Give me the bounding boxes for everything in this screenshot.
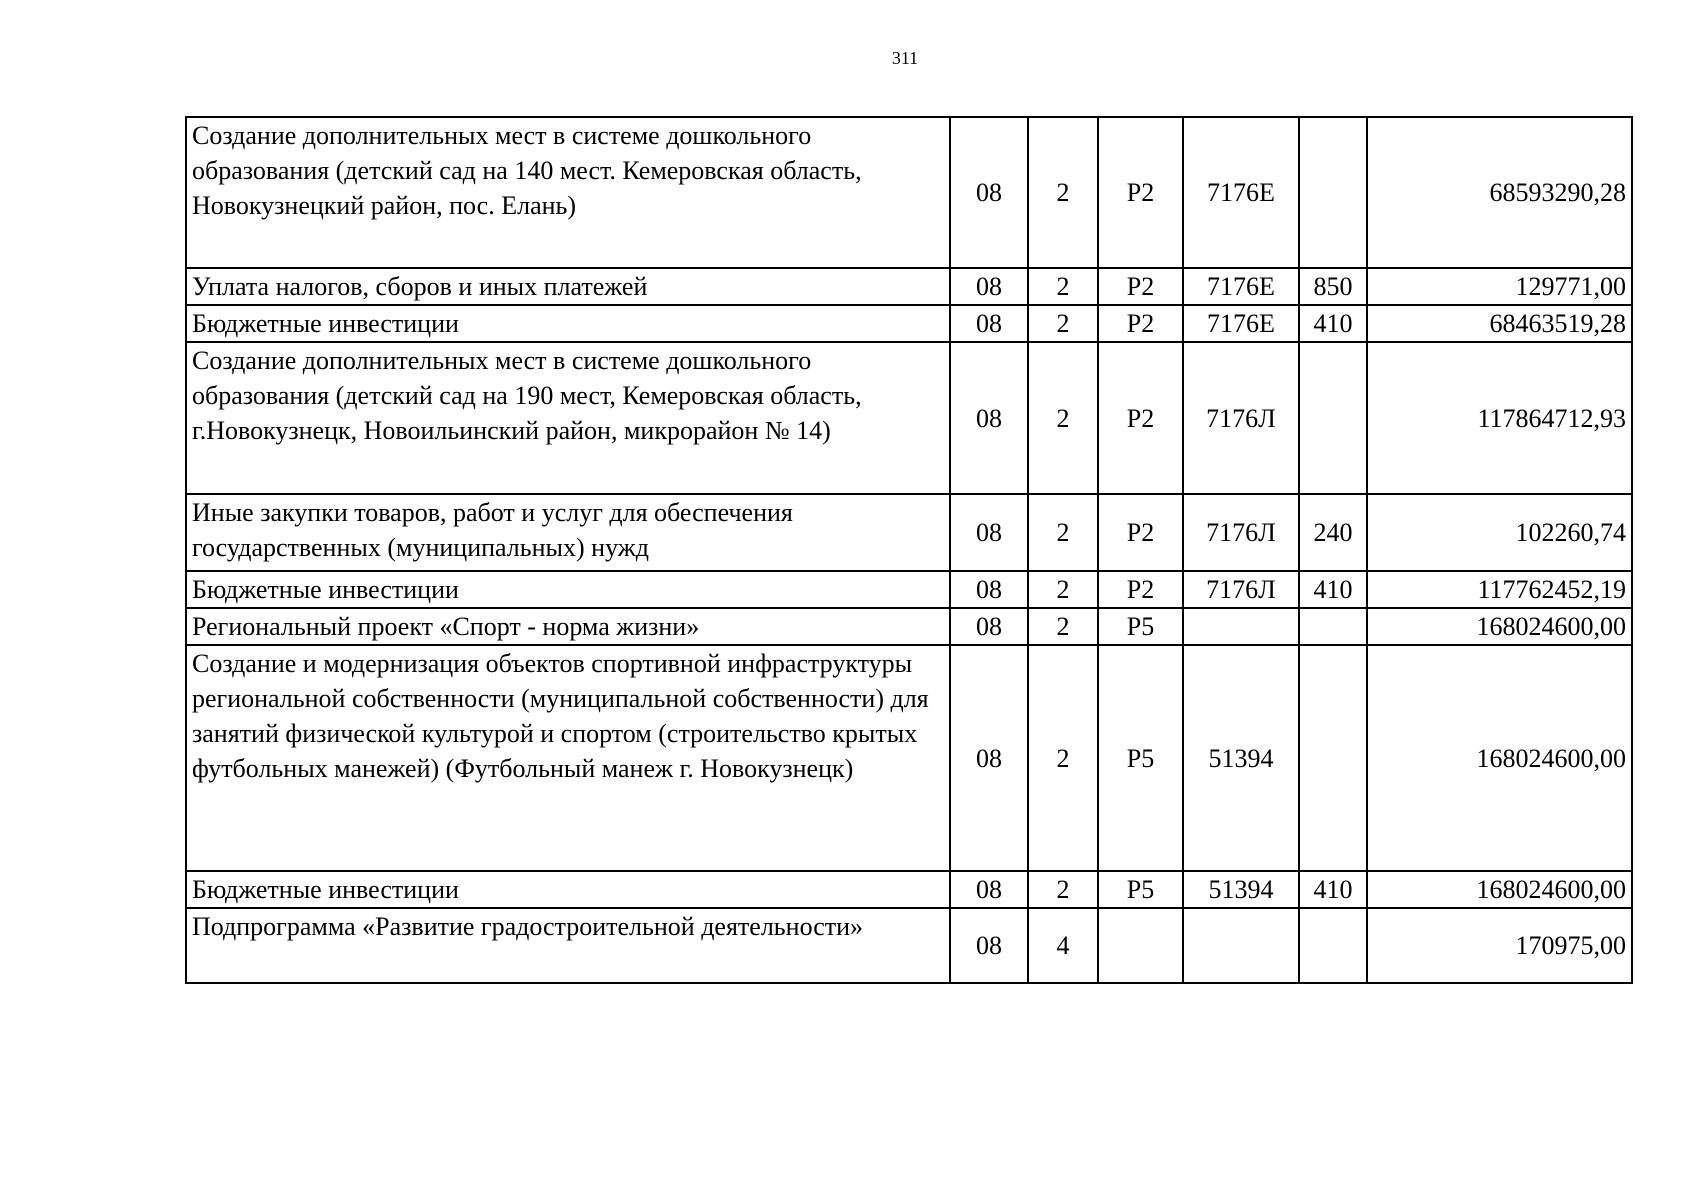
table-row <box>186 645 1632 871</box>
row-amount: 168024600,00 <box>1367 871 1632 908</box>
row-section: 08 <box>950 571 1028 608</box>
row-name: Уплата налогов, сборов и иных платежей <box>186 268 950 305</box>
row-amount: 168024600,00 <box>1367 645 1632 871</box>
table-row <box>186 117 1632 268</box>
row-project: Р2 <box>1098 305 1183 342</box>
row-section: 08 <box>950 908 1028 983</box>
table-row <box>186 608 1632 645</box>
row-amount: 129771,00 <box>1367 268 1632 305</box>
row-project: Р2 <box>1098 494 1183 571</box>
row-subsection: 2 <box>1028 268 1098 305</box>
row-section: 08 <box>950 117 1028 268</box>
row-subsection: 2 <box>1028 645 1098 871</box>
row-amount: 170975,00 <box>1367 908 1632 983</box>
row-code: 7176Е <box>1183 117 1299 268</box>
row-name: Создание дополнительных мест в системе дошкольного образования (детский сад на 140 мест. Кемеровская область, Новокузнецкий район, пос. Елань) <box>186 117 950 268</box>
row-code: 7176Л <box>1183 494 1299 571</box>
row-type <box>1299 608 1367 645</box>
row-subsection: 2 <box>1028 871 1098 908</box>
row-code <box>1183 608 1299 645</box>
row-amount: 68593290,28 <box>1367 117 1632 268</box>
row-name: Региональный проект «Спорт - норма жизни» <box>186 608 950 645</box>
row-project: Р2 <box>1098 342 1183 494</box>
page-number: 311 <box>891 48 919 68</box>
row-type <box>1299 117 1367 268</box>
row-project: Р5 <box>1098 608 1183 645</box>
row-subsection: 2 <box>1028 117 1098 268</box>
budget-table <box>185 116 1633 984</box>
row-subsection: 2 <box>1028 494 1098 571</box>
row-subsection: 2 <box>1028 305 1098 342</box>
table-row <box>186 571 1632 608</box>
row-project: Р5 <box>1098 871 1183 908</box>
row-amount: 117762452,19 <box>1367 571 1632 608</box>
row-name: Бюджетные инвестиции <box>186 871 950 908</box>
row-subsection: 2 <box>1028 342 1098 494</box>
row-project: Р5 <box>1098 645 1183 871</box>
row-type: 410 <box>1299 571 1367 608</box>
table-row <box>186 908 1632 983</box>
row-code: 51394 <box>1183 645 1299 871</box>
row-name: Иные закупки товаров, работ и услуг для обеспечения государственных (муниципальных) нужд <box>186 494 950 571</box>
table-row <box>186 342 1632 494</box>
row-code: 7176Е <box>1183 268 1299 305</box>
row-project <box>1098 908 1183 983</box>
row-section: 08 <box>950 871 1028 908</box>
row-type: 410 <box>1299 305 1367 342</box>
table-row <box>186 871 1632 908</box>
row-section: 08 <box>950 268 1028 305</box>
table-row <box>186 268 1632 305</box>
row-type: 240 <box>1299 494 1367 571</box>
table-row <box>186 494 1632 571</box>
row-amount: 102260,74 <box>1367 494 1632 571</box>
row-code <box>1183 908 1299 983</box>
row-code: 7176Л <box>1183 571 1299 608</box>
row-type <box>1299 645 1367 871</box>
row-type <box>1299 908 1367 983</box>
row-amount: 68463519,28 <box>1367 305 1632 342</box>
row-subsection: 2 <box>1028 571 1098 608</box>
row-name: Бюджетные инвестиции <box>186 571 950 608</box>
row-name: Создание и модернизация объектов спортивной инфраструктуры региональной собственности (муниципальной собственности) для занятий физической культурой и спортом (строительство крытых футбольных манежей) (Футбольный манеж г. Новокузнецк) <box>186 645 950 871</box>
row-section: 08 <box>950 305 1028 342</box>
row-project: Р2 <box>1098 571 1183 608</box>
row-name: Подпрограмма «Развитие градостроительной деятельности» <box>186 908 950 983</box>
row-name: Бюджетные инвестиции <box>186 305 950 342</box>
row-section: 08 <box>950 494 1028 571</box>
row-project: Р2 <box>1098 268 1183 305</box>
row-type: 410 <box>1299 871 1367 908</box>
row-section: 08 <box>950 645 1028 871</box>
row-code: 7176Л <box>1183 342 1299 494</box>
row-section: 08 <box>950 342 1028 494</box>
row-section: 08 <box>950 608 1028 645</box>
row-type <box>1299 342 1367 494</box>
row-name: Создание дополнительных мест в системе дошкольного образования (детский сад на 190 мест, Кемеровская область, г.Новокузнецк, Новоильинский район, микрорайон № 14) <box>186 342 950 494</box>
table-row <box>186 305 1632 342</box>
row-subsection: 2 <box>1028 608 1098 645</box>
row-amount: 117864712,93 <box>1367 342 1632 494</box>
row-project: Р2 <box>1098 117 1183 268</box>
row-subsection: 4 <box>1028 908 1098 983</box>
row-code: 51394 <box>1183 871 1299 908</box>
row-type: 850 <box>1299 268 1367 305</box>
row-code: 7176Е <box>1183 305 1299 342</box>
row-amount: 168024600,00 <box>1367 608 1632 645</box>
